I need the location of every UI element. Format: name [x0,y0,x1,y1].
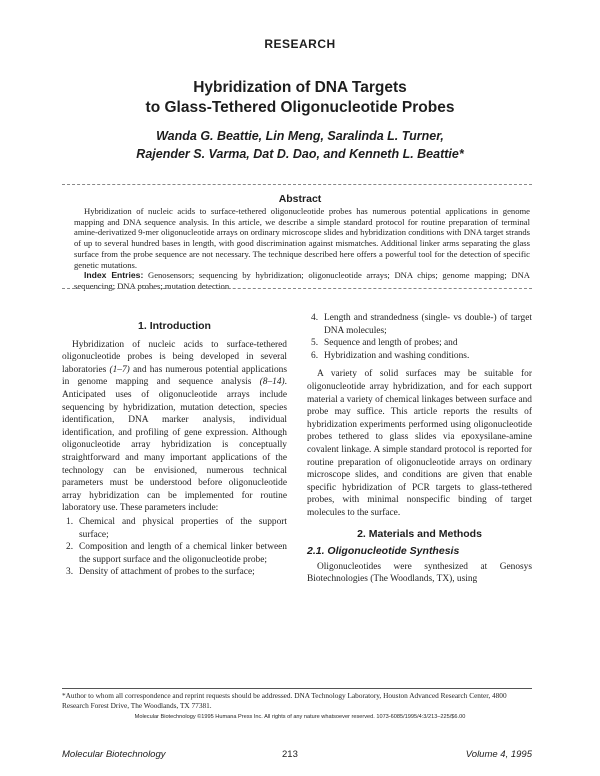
intro-paragraph-1: Hybridization of nucleic acids to surface-tethered oligonucleotide probes is being developed in several laboratories (1–7) and has numerous potential applications in genome mapping and sequence analysis (8–14). Anticipated uses of oligonucleotide arrays include sequencing by hybridization, mutation detection, species identification, DNA marker analysis, individual identification, and profiling of gene expression. Although oligonucleotide array hybridization is conceptually straightforward and many important applications of the technology can be envisioned, numerous technical parameters must be understood before oligonucleotide array hybridization can be implemented for routine laboratory use. These parameters include: [62,339,287,514]
volume-info: Volume 4, 1995 [465,749,532,760]
abstract-divider [62,288,532,289]
authors-line-1: Wanda G. Beattie, Lin Meng, Saralinda L. Turner, [156,129,444,143]
citation-8-14: (8–14) [259,377,285,388]
intro-paragraph-2: A variety of solid surfaces may be suitable for oligonucleotide array hybridization, and for each support material a variety of chemical linkages between surface and probe may suffice. This article reports the results of hybridization experiments performed using oligonucleotide probes tethered to glass slides via epoxysilane-amine covalent linkage. A simple standard protocol is reported for routine preparation of oligonucleotide arrays on ordinary microscope slides, and conditions are given that enable specific hybridization of PCR targets to glass-tethered probes, with minimal nonspecific binding of target molecules to the surface. [307,369,532,518]
list-item: 4. Length and strandedness (single- vs double-) of target DNA molecules; [311,313,532,336]
section-label: RESEARCH [264,37,336,51]
methods-heading: 2. Materials and Methods [357,527,482,540]
top-divider [62,184,532,185]
subsection-heading: 2.1. Oligonucleotide Synthesis [307,545,460,558]
intro-heading: 1. Introduction [138,320,211,332]
page-number: 213 [282,749,298,760]
index-entries-terms: Genosensors; sequencing by hybridization; oligonucleotide arrays; DNA chips; genome mapping; DNA sequencing; DNA probes; mutation detection. [74,270,530,291]
abstract-text: Hybridization of nucleic acids to surface-tethered oligonucleotide probes has numerous potential applications in genome mapping and DNA sequence analysis. In this article, we describe a simple standard protocol for routine preparation of terminal amine-derivatized 9-mer oligonucleotide arrays on ordinary microscope slides and hybridization conditions with DNA target strands of up to several hundred bases in length, with good discrimination against mismatches. Additional linker arms separating the glass surface from the probe sequence are not necessary. The technique described here offers a powerful tool for the detection of specific genetic mutations. [74,206,530,270]
right-column [307,312,532,586]
journal-name: Molecular Biotechnology [62,749,166,760]
list-item: 6. Hybridization and washing conditions. [311,350,470,361]
citation-1-7: (1–7) [109,364,130,375]
list-item: 3. Density of attachment of probes to the surface; [66,567,255,578]
title-line-1: Hybridization of DNA Targets [193,79,407,96]
list-item: 5. Sequence and length of probes; and [311,338,458,349]
index-entries-label: Index Entries: [84,270,144,281]
left-column [62,320,287,579]
footnote-rule [62,688,532,689]
article-title [0,78,600,118]
footnote: *Author to whom all correspondence and reprint requests should be addressed. DNA Technology Laboratory, Houston Advanced Research Center, 4800 Research Forest Drive, The Woodlands, TX 77381. [62,691,507,710]
copyright-line: Molecular Biotechnology ©1995 Humana Press Inc. All rights of any nature whatsoever reserved. 1073-6085/1995/4:3/213–225/$6.00 [134,714,466,720]
author-list [0,127,600,163]
methods-paragraph-1: Oligonucleotides were synthesized at Genosys Biotechnologies (The Woodlands, TX), using [307,561,532,585]
parameter-list-left [62,516,287,579]
list-item: 2. Composition and length of a chemical linker between the support surface and the oligonucleotide probe; [66,542,287,565]
authors-line-2: Rajender S. Varma, Dat D. Dao, and Kenneth L. Beattie* [136,147,464,161]
parameter-list-right [307,312,532,362]
title-line-2: to Glass-Tethered Oligonucleotide Probes [145,99,455,116]
list-item: 1. Chemical and physical properties of the support surface; [66,516,287,540]
abstract-block [74,206,530,292]
abstract-heading: Abstract [278,193,322,205]
